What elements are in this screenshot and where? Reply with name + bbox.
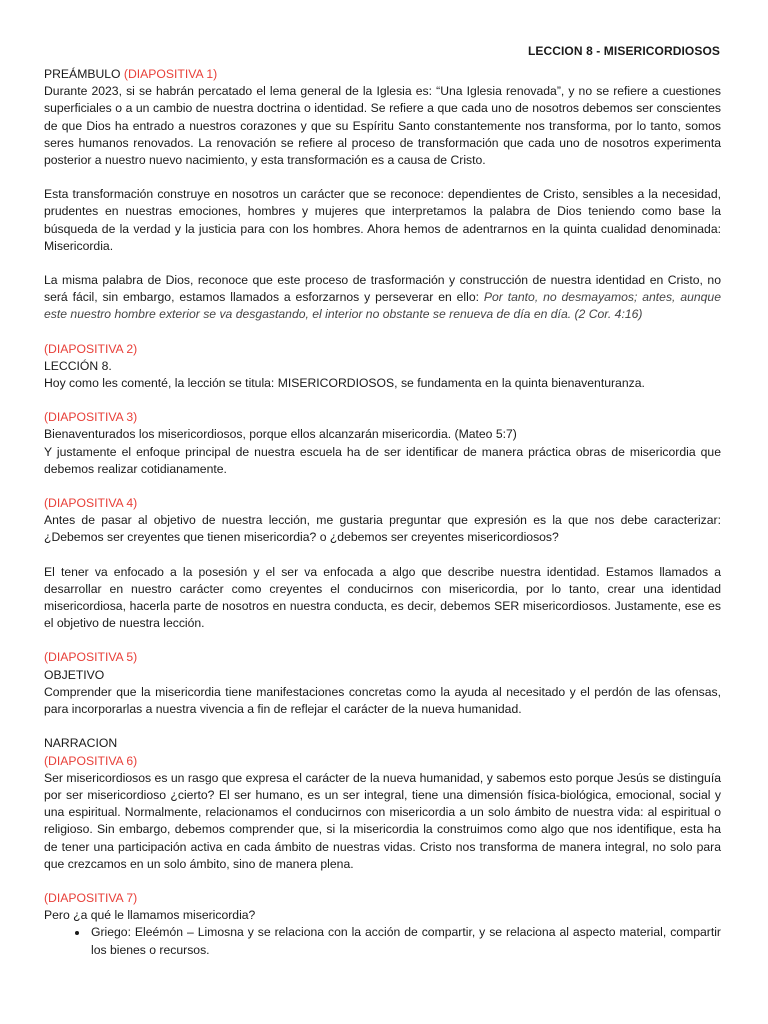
section-label: PREÁMBULO <box>44 67 124 81</box>
paragraph: Durante 2023, si se habrán percatado el lema general de la Iglesia es: “Una Iglesia renovada”, y no se refiere a cuestiones superficiales o a un cambio de nuestra doctrina o identidad. Se refiere a que cada uno de nosotros debemos ser conscientes de que Dios ha entrado a nuestros corazones y que su Espíritu Santo constantemente nos transforma, por lo tanto, somos seres humanos renovados. La renovación se refiere al proceso de transformación que cada uno de nosotros experimenta posterior a nuestro nuevo nacimiento, y esta transformación es a causa de Cristo. <box>44 84 721 168</box>
paragraph: Esta transformación construye en nosotros un carácter que se reconoce: dependientes de Cristo, sensibles a la necesidad, prudentes en nuestras emociones, hombres y mujeres que interpretamos la palabra de Dios teniendo como base la búsqueda de la verdad y la justicia para con los hombres. Ahora hemos de adentrarnos en la quinta cualidad denominada: Misericordia. <box>44 187 721 253</box>
paragraph <box>44 272 721 324</box>
slide-marker: (DIAPOSITIVA 3) <box>44 410 138 425</box>
slide-marker: (DIAPOSITIVA 1) <box>123 67 218 81</box>
paragraph: Hoy como les comenté, la lección se titula: MISERICORDIOSOS, se fundamenta en la quinta bienaventuranza. <box>44 376 645 391</box>
bible-quote: Por tanto, no desmayamos; antes, aunque este nuestro hombre exterior se va desgastando, el interior no obstante se renueva de día en día. (2 Cor. 4:16) <box>44 290 721 322</box>
slide-marker: (DIAPOSITIVA 7) <box>44 890 138 905</box>
paragraph: Pero ¿a qué le llamamos misericordia? <box>44 908 256 923</box>
paragraph: Y justamente el enfoque principal de nuestra escuela ha de ser identificar de manera práctica obras de misericordia que debemos realizar cotidianamente. <box>44 444 721 476</box>
slide-marker: (DIAPOSITIVA 5) <box>44 650 138 665</box>
slide-marker: (DIAPOSITIVA 6) <box>44 753 138 768</box>
paragraph: El tener va enfocado a la posesión y el ser va enfocada a algo que describe nuestra identidad. Estamos llamados a desarrollar en nuestro carácter como creyentes el conducirnos con misericordia, por lo tanto, crear una identidad misericordiosa, hacerla parte de nosotros en nuestra conducta, es decir, debemos SER misericordiosos. Justamente, ese es el objetivo de nuestra lección. <box>44 564 721 631</box>
paragraph-text: La misma palabra de Dios, reconoce que este proceso de trasformación y construcción de nuestra identidad en Cristo, no será fácil, sin embargo, estamos llamados a esforzarnos y perseverar en ello: <box>44 273 721 305</box>
paragraph: Bienaventurados los misericordiosos, porque ellos alcanzarán misericordia. (Mateo 5:7) <box>44 427 517 442</box>
document-body <box>44 66 721 959</box>
bullet-list <box>44 924 721 958</box>
slide-marker: (DIAPOSITIVA 4) <box>44 496 138 511</box>
section-heading: OBJETIVO <box>44 667 105 682</box>
section-heading: LECCIÓN 8. <box>44 358 112 373</box>
document-title: LECCION 8 - MISERICORDIOSOS <box>527 44 720 58</box>
section-heading: NARRACION <box>44 736 118 751</box>
paragraph: Ser misericordiosos es un rasgo que expresa el carácter de la nueva humanidad, y sabemos esto porque Jesús se distinguía por ser misericordioso ¿cierto? El ser humano, es un ser integral, tiene una dimensión física-biológica, emocional, social y una espiritual. Normalmente, relacionamos el conducirnos con misericordia a un solo ámbito de nuestra vida: al espiritual o religioso. Sin embargo, debemos comprender que, si la misericordia la construimos como algo que nos identifique, esta ha de tener una participación activa en cada ámbito de nuestras vidas. Cristo nos transforma de manera integral, no solo para que crezcamos en un solo ámbito, sino de manera plena. <box>44 770 721 871</box>
preambulo-heading <box>44 66 721 83</box>
paragraph: Antes de pasar al objetivo de nuestra lección, me gustaria preguntar que expresión es la que nos debe caracterizar: ¿Debemos ser creyentes que tienen misericordia? o ¿debemos ser creyentes misericordiosos? <box>44 513 721 545</box>
slide-marker: (DIAPOSITIVA 2) <box>44 341 138 356</box>
list-item: • Griego: Eleémón – Limosna y se relaciona con la acción de compartir, y se relaciona al aspecto material, compartir los bienes o recursos. <box>89 924 721 958</box>
paragraph: Comprender que la misericordia tiene manifestaciones concretas como la ayuda al necesitado y el perdón de las ofensas, para incorporarlas a nuestra vivencia a fin de reflejar el carácter de la nueva humanidad. <box>44 684 721 717</box>
